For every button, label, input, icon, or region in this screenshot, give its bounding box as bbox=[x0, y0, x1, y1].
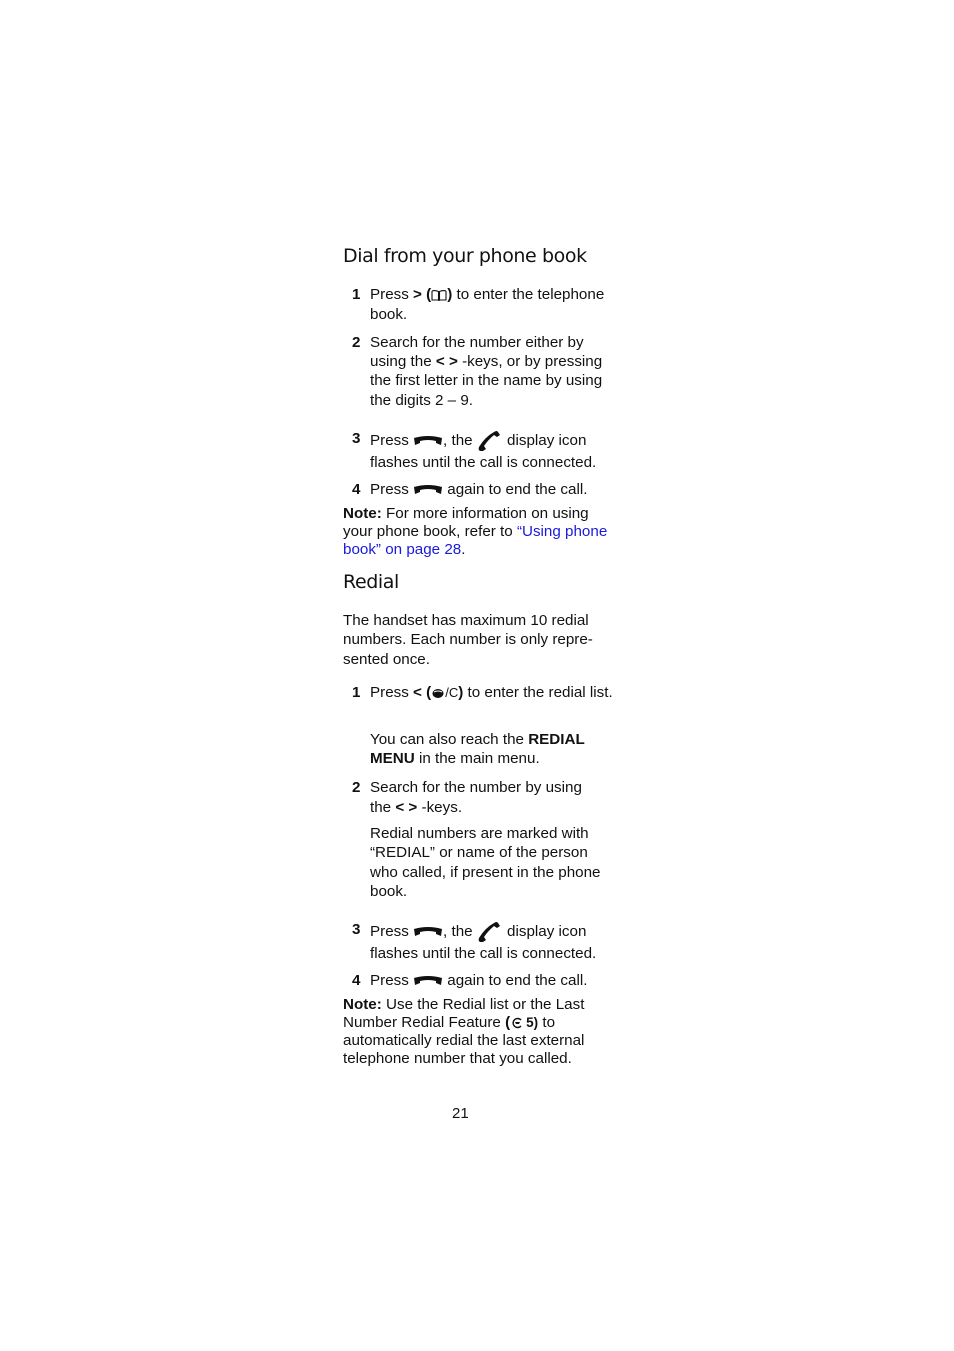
handset-key-icon bbox=[413, 435, 443, 447]
step-text: Press bbox=[370, 972, 414, 989]
handset-key-icon bbox=[413, 926, 443, 938]
step-text-post: to enter the telephone book. bbox=[370, 286, 605, 323]
step-text: Press bbox=[370, 923, 414, 941]
step-text-mid: , the bbox=[443, 432, 477, 450]
section-title-redial: Redial bbox=[343, 571, 399, 593]
step-number: 3 bbox=[352, 921, 361, 938]
step-text-post: display icon flashes until the call is connected. bbox=[370, 432, 597, 471]
redial-icon bbox=[431, 687, 445, 699]
step-number: 2 bbox=[352, 334, 361, 351]
step-text: Press bbox=[370, 432, 414, 450]
note-redial bbox=[343, 996, 608, 1068]
step-text: Press bbox=[370, 481, 414, 498]
step-4-phonebook bbox=[343, 480, 613, 500]
step-text-post: again to end the call. bbox=[443, 972, 588, 989]
step-2-phonebook bbox=[343, 333, 613, 410]
key-number: 5) bbox=[526, 1014, 539, 1030]
step-text-post: again to end the call. bbox=[443, 481, 588, 498]
key-label-close: ) bbox=[447, 286, 453, 303]
display-handset-icon bbox=[477, 920, 503, 944]
key-label: < > bbox=[435, 353, 458, 371]
handset-key-icon bbox=[413, 975, 443, 987]
key-label-close: ) bbox=[458, 684, 464, 701]
redial-icon-label: /C bbox=[445, 685, 459, 700]
step-number: 4 bbox=[352, 972, 361, 989]
step-text-post: -keys. bbox=[417, 798, 463, 816]
menu-name: REDIAL MENU bbox=[370, 731, 585, 768]
phonebook-reference-link[interactable]: “Using phone book” on page 28 bbox=[343, 523, 608, 559]
step-number: 4 bbox=[352, 481, 361, 498]
display-handset-icon bbox=[477, 429, 503, 453]
note-end: . bbox=[461, 541, 466, 559]
key-label: > ( bbox=[413, 286, 432, 303]
note-text: Use the Redial list or the Last Number Redial Feature bbox=[343, 996, 585, 1031]
step-number: 1 bbox=[352, 286, 361, 303]
step-number: 3 bbox=[352, 430, 361, 447]
detail-text-post: in the main menu. bbox=[414, 750, 540, 768]
redial-intro: The handset has maximum 10 redial numbers. Each number is only repre-sented once. bbox=[343, 612, 593, 668]
step-1-redial-detail bbox=[370, 730, 615, 769]
step-text: Search for the number by using the bbox=[370, 779, 582, 816]
step-text: Press bbox=[370, 286, 414, 303]
step-number: 1 bbox=[352, 684, 361, 701]
note-label: Note: bbox=[343, 505, 382, 522]
key-label: < > bbox=[395, 798, 418, 816]
step-3-redial bbox=[343, 920, 613, 964]
key-label: < ( bbox=[413, 684, 432, 701]
step-2-redial-detail: Redial numbers are marked with “REDIAL” or name of the person who called, if present in the phone book. bbox=[370, 825, 601, 900]
page-number: 21 bbox=[452, 1105, 469, 1122]
step-2-redial bbox=[343, 778, 613, 817]
step-text: Search for the number either by using the bbox=[370, 334, 584, 371]
last-number-redial-icon bbox=[510, 1017, 526, 1029]
step-text-post: display icon flashes until the call is connected. bbox=[370, 923, 597, 962]
note-phonebook bbox=[343, 505, 613, 560]
note-label: Note: bbox=[343, 996, 382, 1013]
step-text-mid: , the bbox=[443, 923, 477, 941]
book-icon bbox=[431, 288, 447, 301]
step-4-redial bbox=[343, 971, 613, 991]
note-text-end: to automatically redial the last external telephone number that you called. bbox=[343, 1013, 585, 1067]
step-number: 2 bbox=[352, 779, 361, 796]
step-1-phonebook bbox=[343, 285, 613, 324]
detail-text: You can also reach the bbox=[370, 731, 529, 748]
step-text-post: -keys, or by pressing the first letter in the name by using the digits 2 – 9. bbox=[370, 353, 603, 409]
step-1-redial bbox=[343, 683, 613, 703]
step-text: Press bbox=[370, 684, 414, 701]
key-label: ( bbox=[505, 1013, 511, 1031]
step-3-phonebook bbox=[343, 429, 613, 473]
handset-key-icon bbox=[413, 484, 443, 496]
step-text-post: to enter the redial list. bbox=[463, 684, 613, 701]
section-title-dial-phonebook: Dial from your phone book bbox=[343, 245, 587, 267]
note-text: For more information on using your phone book, refer to bbox=[343, 505, 589, 541]
